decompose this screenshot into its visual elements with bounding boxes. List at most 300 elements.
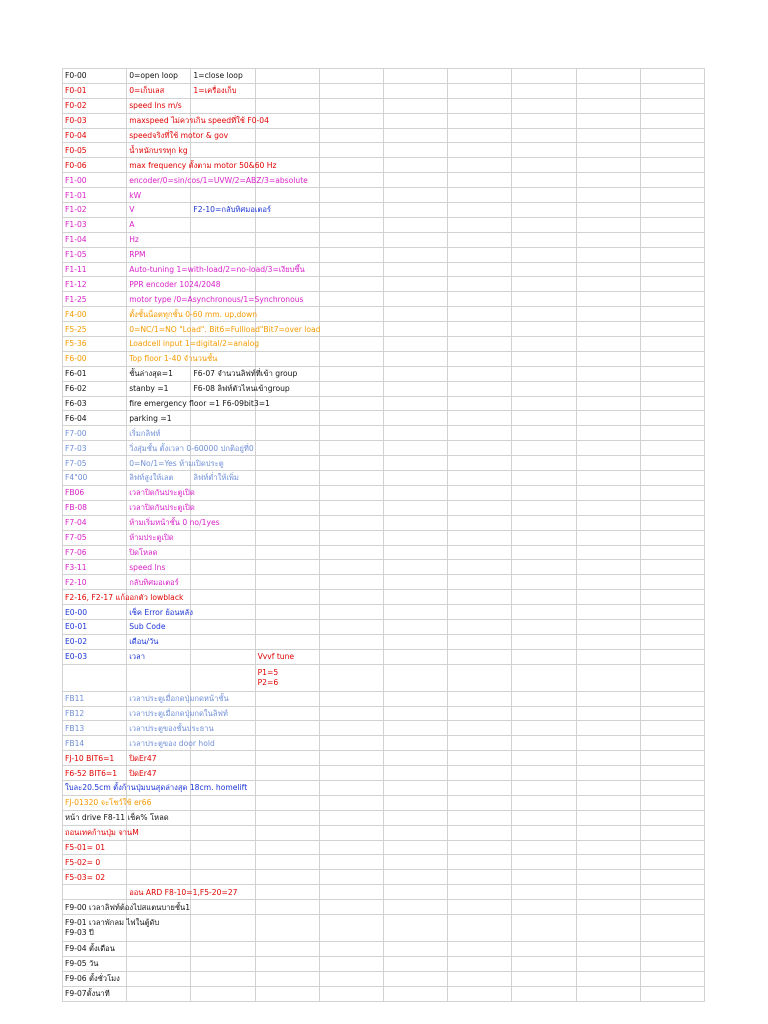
table-cell[interactable]: [255, 810, 319, 825]
table-cell[interactable]: [255, 956, 319, 971]
table-cell[interactable]: [63, 956, 127, 971]
table-cell[interactable]: [127, 575, 191, 590]
table-cell[interactable]: [191, 203, 271, 218]
table-cell[interactable]: [255, 780, 319, 795]
table-cell[interactable]: [127, 247, 191, 262]
table-cell[interactable]: [383, 292, 447, 307]
table-cell[interactable]: [640, 664, 704, 691]
table-cell[interactable]: [512, 649, 576, 664]
table-cell[interactable]: [191, 188, 255, 203]
table-cell[interactable]: [383, 69, 447, 84]
table-cell[interactable]: [448, 634, 512, 649]
table-cell[interactable]: [383, 590, 447, 605]
table-cell[interactable]: [319, 262, 383, 277]
table-cell[interactable]: [512, 307, 576, 322]
table-cell[interactable]: [448, 736, 512, 751]
table-cell[interactable]: [63, 292, 127, 307]
table-cell[interactable]: [640, 840, 704, 855]
table-cell[interactable]: [448, 366, 512, 381]
table-cell[interactable]: [448, 986, 512, 1001]
table-cell[interactable]: [319, 485, 383, 500]
table-cell[interactable]: [255, 560, 319, 575]
table-cell[interactable]: [63, 634, 127, 649]
table-cell[interactable]: [448, 188, 512, 203]
table-cell[interactable]: [127, 870, 191, 885]
table-cell[interactable]: [576, 441, 640, 456]
table-cell[interactable]: [576, 188, 640, 203]
table-cell[interactable]: [383, 396, 447, 411]
table-cell[interactable]: [448, 619, 512, 634]
table-cell[interactable]: [640, 485, 704, 500]
table-cell[interactable]: [383, 337, 447, 352]
table-cell[interactable]: [319, 736, 383, 751]
table-cell[interactable]: [640, 203, 704, 218]
table-cell[interactable]: [319, 795, 383, 810]
table-cell[interactable]: [63, 500, 127, 515]
table-cell[interactable]: [640, 188, 704, 203]
table-cell[interactable]: [383, 500, 447, 515]
table-cell[interactable]: [512, 706, 576, 721]
table-cell[interactable]: [255, 941, 319, 956]
table-cell[interactable]: [319, 780, 383, 795]
table-cell[interactable]: [576, 721, 640, 736]
table-cell[interactable]: [63, 575, 127, 590]
table-cell[interactable]: [512, 751, 576, 766]
table-cell[interactable]: [576, 83, 640, 98]
table-cell[interactable]: [640, 870, 704, 885]
table-cell[interactable]: [63, 173, 127, 188]
table-cell[interactable]: [640, 381, 704, 396]
table-cell[interactable]: [640, 307, 704, 322]
table-cell[interactable]: [512, 456, 576, 471]
table-cell[interactable]: [127, 128, 229, 143]
table-cell[interactable]: [512, 885, 576, 900]
table-cell[interactable]: [448, 500, 512, 515]
table-cell[interactable]: [448, 232, 512, 247]
table-cell[interactable]: [448, 441, 512, 456]
table-cell[interactable]: [255, 706, 319, 721]
table-cell[interactable]: [319, 664, 383, 691]
table-cell[interactable]: [512, 292, 576, 307]
table-cell[interactable]: [255, 914, 319, 941]
table-cell[interactable]: [63, 721, 127, 736]
table-cell[interactable]: [319, 441, 383, 456]
table-cell[interactable]: [448, 143, 512, 158]
table-cell[interactable]: [255, 855, 319, 870]
table-cell[interactable]: [63, 83, 127, 98]
table-cell[interactable]: [319, 825, 383, 840]
table-cell[interactable]: [576, 780, 640, 795]
table-cell[interactable]: [191, 143, 255, 158]
table-cell[interactable]: [255, 500, 319, 515]
table-cell[interactable]: [512, 426, 576, 441]
table-cell[interactable]: [127, 337, 260, 352]
table-cell[interactable]: [319, 158, 383, 173]
table-cell[interactable]: [319, 396, 383, 411]
table-cell[interactable]: [319, 855, 383, 870]
table-cell[interactable]: [383, 307, 447, 322]
table-cell[interactable]: [127, 649, 191, 664]
table-cell[interactable]: [127, 706, 228, 721]
table-cell[interactable]: [448, 247, 512, 262]
table-cell[interactable]: [383, 143, 447, 158]
table-cell[interactable]: [63, 736, 127, 751]
table-cell[interactable]: [512, 766, 576, 781]
table-cell[interactable]: [63, 262, 127, 277]
table-cell[interactable]: [63, 441, 127, 456]
table-cell[interactable]: [63, 914, 160, 941]
table-cell[interactable]: [512, 98, 576, 113]
table-cell[interactable]: [640, 941, 704, 956]
table-cell[interactable]: [191, 426, 255, 441]
table-cell[interactable]: [319, 721, 383, 736]
table-cell[interactable]: [512, 262, 576, 277]
table-cell[interactable]: [512, 173, 576, 188]
table-cell[interactable]: [576, 885, 640, 900]
table-cell[interactable]: [383, 158, 447, 173]
table-cell[interactable]: [319, 188, 383, 203]
table-cell[interactable]: [127, 277, 221, 292]
table-cell[interactable]: [448, 292, 512, 307]
table-cell[interactable]: [448, 485, 512, 500]
table-cell[interactable]: [640, 128, 704, 143]
table-cell[interactable]: [191, 825, 255, 840]
table-cell[interactable]: [383, 262, 447, 277]
table-cell[interactable]: [127, 307, 258, 322]
table-cell[interactable]: [576, 914, 640, 941]
table-cell[interactable]: [383, 471, 447, 486]
table-cell[interactable]: [127, 721, 214, 736]
table-cell[interactable]: [576, 426, 640, 441]
table-cell[interactable]: [191, 366, 298, 381]
table-cell[interactable]: [319, 634, 383, 649]
table-cell[interactable]: [383, 83, 447, 98]
table-cell[interactable]: [383, 795, 447, 810]
table-cell[interactable]: [319, 471, 383, 486]
table-cell[interactable]: [63, 560, 127, 575]
table-cell[interactable]: [640, 113, 704, 128]
table-cell[interactable]: [512, 381, 576, 396]
table-cell[interactable]: [191, 500, 255, 515]
table-cell[interactable]: [63, 855, 127, 870]
table-cell[interactable]: [576, 128, 640, 143]
table-cell[interactable]: [512, 396, 576, 411]
table-cell[interactable]: [255, 691, 319, 706]
table-cell[interactable]: [319, 575, 383, 590]
table-cell[interactable]: [576, 664, 640, 691]
table-cell[interactable]: [576, 396, 640, 411]
table-cell[interactable]: [576, 471, 640, 486]
table-cell[interactable]: [512, 605, 576, 620]
table-cell[interactable]: [319, 560, 383, 575]
table-cell[interactable]: [640, 780, 704, 795]
table-cell[interactable]: [319, 173, 383, 188]
table-cell[interactable]: [383, 411, 447, 426]
table-cell[interactable]: [63, 113, 127, 128]
table-cell[interactable]: [448, 971, 512, 986]
table-cell[interactable]: [63, 188, 127, 203]
table-cell[interactable]: [255, 441, 319, 456]
table-cell[interactable]: [576, 322, 640, 337]
table-cell[interactable]: [319, 986, 383, 1001]
table-cell[interactable]: [576, 855, 640, 870]
table-cell[interactable]: [63, 128, 127, 143]
table-cell[interactable]: [63, 825, 139, 840]
table-cell[interactable]: [512, 870, 576, 885]
table-cell[interactable]: [127, 322, 321, 337]
table-cell[interactable]: [127, 158, 277, 173]
table-cell[interactable]: [127, 885, 238, 900]
table-cell[interactable]: [576, 560, 640, 575]
table-cell[interactable]: [640, 530, 704, 545]
table-cell[interactable]: [191, 98, 255, 113]
table-cell[interactable]: [383, 870, 447, 885]
table-cell[interactable]: [255, 545, 319, 560]
table-cell[interactable]: [512, 351, 576, 366]
table-cell[interactable]: [448, 426, 512, 441]
table-cell[interactable]: [448, 530, 512, 545]
table-cell[interactable]: [191, 840, 255, 855]
table-cell[interactable]: [448, 855, 512, 870]
table-cell[interactable]: [448, 322, 512, 337]
table-cell[interactable]: [63, 780, 248, 795]
table-cell[interactable]: [383, 575, 447, 590]
table-cell[interactable]: [127, 751, 191, 766]
table-cell[interactable]: [512, 337, 576, 352]
table-cell[interactable]: [576, 605, 640, 620]
table-cell[interactable]: [640, 956, 704, 971]
table-cell[interactable]: [640, 766, 704, 781]
table-cell[interactable]: [319, 203, 383, 218]
table-cell[interactable]: [383, 515, 447, 530]
table-cell[interactable]: [576, 649, 640, 664]
table-cell[interactable]: [255, 411, 319, 426]
table-cell[interactable]: [319, 232, 383, 247]
table-cell[interactable]: [127, 500, 195, 515]
table-cell[interactable]: [191, 870, 255, 885]
table-cell[interactable]: [576, 545, 640, 560]
table-cell[interactable]: [448, 396, 512, 411]
table-cell[interactable]: [576, 971, 640, 986]
table-cell[interactable]: [255, 840, 319, 855]
table-cell[interactable]: [512, 560, 576, 575]
table-cell[interactable]: [383, 780, 447, 795]
table-cell[interactable]: [255, 277, 319, 292]
table-cell[interactable]: [383, 691, 447, 706]
table-cell[interactable]: [576, 986, 640, 1001]
table-cell[interactable]: [319, 98, 383, 113]
table-cell[interactable]: [255, 69, 319, 84]
table-cell[interactable]: [576, 619, 640, 634]
table-cell[interactable]: [319, 900, 383, 915]
table-cell[interactable]: [512, 941, 576, 956]
table-cell[interactable]: [63, 456, 127, 471]
table-cell[interactable]: [640, 83, 704, 98]
table-cell[interactable]: [63, 795, 152, 810]
table-cell[interactable]: [127, 971, 191, 986]
table-cell[interactable]: [640, 217, 704, 232]
table-cell[interactable]: [127, 396, 270, 411]
table-cell[interactable]: [448, 545, 512, 560]
table-cell[interactable]: [383, 98, 447, 113]
table-cell[interactable]: [576, 277, 640, 292]
table-cell[interactable]: [448, 870, 512, 885]
table-cell[interactable]: [383, 203, 447, 218]
table-cell[interactable]: [319, 381, 383, 396]
table-cell[interactable]: [191, 914, 255, 941]
table-cell[interactable]: [127, 441, 254, 456]
table-cell[interactable]: [383, 173, 447, 188]
table-cell[interactable]: [127, 941, 191, 956]
table-cell[interactable]: [512, 113, 576, 128]
table-cell[interactable]: [191, 605, 255, 620]
table-cell[interactable]: [448, 83, 512, 98]
table-cell[interactable]: [191, 381, 290, 396]
table-cell[interactable]: [191, 411, 255, 426]
table-cell[interactable]: [383, 721, 447, 736]
table-cell[interactable]: [512, 411, 576, 426]
table-cell[interactable]: [63, 232, 127, 247]
table-cell[interactable]: [255, 188, 319, 203]
table-cell[interactable]: [319, 605, 383, 620]
table-cell[interactable]: [63, 217, 127, 232]
table-cell[interactable]: [640, 232, 704, 247]
table-cell[interactable]: [448, 128, 512, 143]
table-cell[interactable]: [191, 855, 255, 870]
table-cell[interactable]: [127, 855, 191, 870]
table-cell[interactable]: [512, 634, 576, 649]
table-cell[interactable]: [191, 83, 255, 98]
table-cell[interactable]: [448, 590, 512, 605]
table-cell[interactable]: [319, 545, 383, 560]
table-cell[interactable]: [191, 751, 255, 766]
table-cell[interactable]: [576, 575, 640, 590]
table-cell[interactable]: [319, 766, 383, 781]
table-cell[interactable]: [576, 337, 640, 352]
table-cell[interactable]: [512, 515, 576, 530]
table-cell[interactable]: [255, 736, 319, 751]
table-cell[interactable]: [576, 143, 640, 158]
table-cell[interactable]: [640, 605, 704, 620]
table-cell[interactable]: [127, 426, 191, 441]
table-cell[interactable]: [383, 766, 447, 781]
table-cell[interactable]: [127, 956, 191, 971]
table-cell[interactable]: [127, 292, 304, 307]
table-cell[interactable]: [576, 736, 640, 751]
table-cell[interactable]: [512, 471, 576, 486]
table-cell[interactable]: [191, 810, 255, 825]
table-cell[interactable]: [255, 232, 319, 247]
table-cell[interactable]: [127, 471, 191, 486]
table-cell[interactable]: [383, 456, 447, 471]
table-cell[interactable]: [319, 307, 383, 322]
table-cell[interactable]: [127, 113, 269, 128]
table-cell[interactable]: [383, 441, 447, 456]
table-cell[interactable]: [319, 337, 383, 352]
table-cell[interactable]: [383, 605, 447, 620]
table-cell[interactable]: [319, 810, 383, 825]
table-cell[interactable]: [383, 351, 447, 366]
table-cell[interactable]: [512, 83, 576, 98]
table-cell[interactable]: [576, 456, 640, 471]
table-cell[interactable]: [255, 900, 319, 915]
table-cell[interactable]: [127, 351, 218, 366]
table-cell[interactable]: [255, 870, 319, 885]
table-cell[interactable]: [383, 366, 447, 381]
table-cell[interactable]: [383, 825, 447, 840]
table-cell[interactable]: [127, 766, 191, 781]
table-cell[interactable]: [448, 69, 512, 84]
table-cell[interactable]: [512, 914, 576, 941]
table-cell[interactable]: [63, 941, 127, 956]
table-cell[interactable]: [576, 381, 640, 396]
table-cell[interactable]: [127, 143, 191, 158]
table-cell[interactable]: [448, 691, 512, 706]
table-cell[interactable]: [255, 619, 319, 634]
table-cell[interactable]: [255, 766, 319, 781]
table-cell[interactable]: [191, 471, 255, 486]
table-cell[interactable]: [383, 649, 447, 664]
table-cell[interactable]: [640, 825, 704, 840]
table-cell[interactable]: [448, 277, 512, 292]
table-cell[interactable]: [512, 575, 576, 590]
table-cell[interactable]: [255, 530, 319, 545]
table-cell[interactable]: [127, 98, 191, 113]
table-cell[interactable]: [640, 351, 704, 366]
table-cell[interactable]: [127, 173, 308, 188]
table-cell[interactable]: [63, 247, 127, 262]
table-cell[interactable]: [640, 396, 704, 411]
table-cell[interactable]: [383, 322, 447, 337]
table-cell[interactable]: [127, 691, 229, 706]
table-cell[interactable]: [127, 381, 191, 396]
table-cell[interactable]: [255, 471, 319, 486]
table-cell[interactable]: [448, 941, 512, 956]
table-cell[interactable]: [512, 203, 576, 218]
table-cell[interactable]: [448, 780, 512, 795]
table-cell[interactable]: [512, 840, 576, 855]
table-cell[interactable]: [255, 634, 319, 649]
table-cell[interactable]: [63, 986, 127, 1001]
table-cell[interactable]: [255, 98, 319, 113]
table-cell[interactable]: [448, 456, 512, 471]
table-cell[interactable]: [255, 825, 319, 840]
table-cell[interactable]: [448, 351, 512, 366]
table-cell[interactable]: [512, 247, 576, 262]
table-cell[interactable]: [383, 113, 447, 128]
table-cell[interactable]: [191, 575, 255, 590]
table-cell[interactable]: [512, 855, 576, 870]
table-cell[interactable]: [319, 941, 383, 956]
table-cell[interactable]: [512, 500, 576, 515]
table-cell[interactable]: [640, 986, 704, 1001]
table-cell[interactable]: [63, 530, 127, 545]
table-cell[interactable]: [319, 914, 383, 941]
table-cell[interactable]: [576, 158, 640, 173]
table-cell[interactable]: [640, 691, 704, 706]
table-cell[interactable]: [255, 83, 319, 98]
table-cell[interactable]: [512, 795, 576, 810]
table-cell[interactable]: [576, 173, 640, 188]
table-cell[interactable]: [640, 247, 704, 262]
table-cell[interactable]: [383, 217, 447, 232]
table-cell[interactable]: [127, 203, 191, 218]
table-cell[interactable]: [448, 914, 512, 941]
table-cell[interactable]: [255, 590, 319, 605]
table-cell[interactable]: [383, 706, 447, 721]
table-cell[interactable]: [191, 217, 255, 232]
table-cell[interactable]: [640, 366, 704, 381]
